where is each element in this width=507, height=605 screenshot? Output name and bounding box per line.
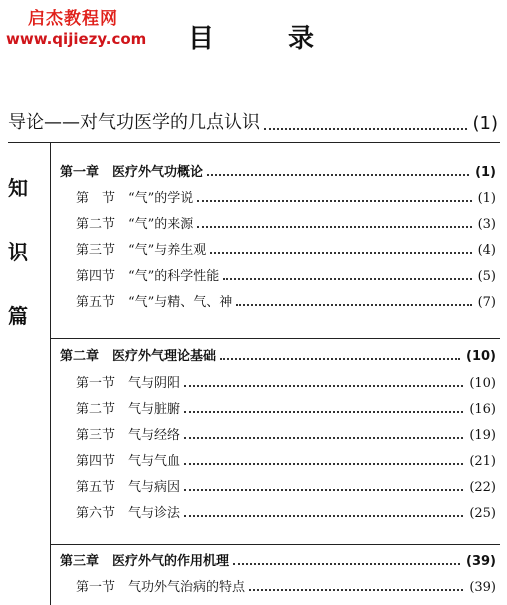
toc-section-entry[interactable] bbox=[76, 577, 496, 595]
watermark-name: 启杰教程网 bbox=[28, 9, 118, 29]
toc-chapter-entry[interactable] bbox=[60, 162, 496, 180]
toc-section-page: (4) bbox=[477, 243, 496, 258]
toc-section-label: 第一节 气与阴阳 bbox=[76, 376, 181, 391]
toc-chapter-entry[interactable] bbox=[60, 346, 496, 364]
divider-line bbox=[50, 544, 500, 545]
leader-dots bbox=[220, 358, 460, 360]
leader-dots bbox=[207, 174, 469, 176]
toc-chapter-page: (1) bbox=[475, 165, 496, 180]
toc-chapter-label: 第二章 医疗外气理论基础 bbox=[60, 349, 217, 364]
toc-section-label: 第五节 气与病因 bbox=[76, 480, 181, 495]
leader-dots bbox=[184, 463, 463, 465]
leader-dots bbox=[249, 589, 463, 591]
watermark-url: www.qijiezy.com bbox=[6, 30, 147, 48]
toc-section-entry[interactable] bbox=[76, 188, 496, 206]
toc-section-entry[interactable] bbox=[76, 373, 496, 391]
toc-intro-label: 导论——对气功医学的几点认识 bbox=[8, 112, 260, 133]
toc-section-page: (1) bbox=[477, 191, 496, 206]
toc-intro-page: (1) bbox=[472, 113, 498, 134]
toc-section-entry[interactable] bbox=[76, 240, 496, 258]
leader-dots bbox=[210, 252, 471, 254]
toc-section-entry[interactable] bbox=[76, 399, 496, 417]
toc-section-label: 第六节 气与诊法 bbox=[76, 506, 181, 521]
leader-dots bbox=[184, 437, 463, 439]
toc-section-entry[interactable] bbox=[76, 503, 496, 521]
page-title-char-2: 录 bbox=[288, 24, 315, 54]
leader-dots bbox=[197, 226, 471, 228]
divider-line bbox=[8, 142, 500, 143]
leader-dots bbox=[233, 563, 460, 565]
toc-section-entry[interactable] bbox=[76, 214, 496, 232]
side-label-char: 识 bbox=[8, 240, 28, 264]
leader-dots bbox=[184, 385, 463, 387]
toc-section-label: 第 节 “气”的学说 bbox=[76, 191, 194, 206]
leader-dots bbox=[184, 411, 463, 413]
toc-section-entry[interactable] bbox=[76, 425, 496, 443]
side-divider-line bbox=[50, 142, 51, 605]
toc-section-page: (10) bbox=[469, 376, 496, 391]
toc-section-entry[interactable] bbox=[76, 292, 496, 310]
toc-section-entry[interactable] bbox=[76, 477, 496, 495]
toc-section-label: 第三节 “气”与养生观 bbox=[76, 243, 207, 258]
leader-dots bbox=[197, 200, 471, 202]
toc-section-label: 第一节 气功外气治病的特点 bbox=[76, 580, 246, 595]
toc-section-label: 第五节 “气”与精、气、神 bbox=[76, 295, 233, 310]
leader-dots bbox=[184, 489, 463, 491]
leader-dots bbox=[223, 278, 471, 280]
toc-section-entry[interactable] bbox=[76, 451, 496, 469]
divider-line bbox=[50, 338, 500, 339]
toc-section-label: 第二节 气与脏腑 bbox=[76, 402, 181, 417]
leader-dots bbox=[236, 304, 471, 306]
toc-section-label: 第四节 “气”的科学性能 bbox=[76, 269, 220, 284]
toc-section-entry[interactable] bbox=[76, 266, 496, 284]
toc-section-label: 第四节 气与气血 bbox=[76, 454, 181, 469]
toc-chapter-page: (39) bbox=[466, 554, 496, 569]
toc-section-page: (16) bbox=[469, 402, 496, 417]
toc-section-page: (39) bbox=[469, 580, 496, 595]
toc-section-page: (19) bbox=[469, 428, 496, 443]
toc-section-page: (7) bbox=[477, 295, 496, 310]
toc-section-page: (5) bbox=[477, 269, 496, 284]
toc-chapter-label: 第三章 医疗外气的作用机理 bbox=[60, 554, 230, 569]
toc-section-label: 第三节 气与经络 bbox=[76, 428, 181, 443]
toc-section-page: (25) bbox=[469, 506, 496, 521]
toc-chapter-page: (10) bbox=[466, 349, 496, 364]
toc-intro-entry[interactable] bbox=[8, 108, 498, 134]
toc-chapter-entry[interactable] bbox=[60, 551, 496, 569]
leader-dots bbox=[184, 515, 463, 517]
side-label-char: 篇 bbox=[8, 304, 28, 328]
side-label-char: 知 bbox=[8, 176, 28, 200]
toc-chapter-label: 第一章 医疗外气功概论 bbox=[60, 165, 204, 180]
leader-dots bbox=[264, 128, 467, 130]
page-title-char-1: 目 bbox=[188, 24, 215, 54]
toc-section-label: 第二节 “气”的来源 bbox=[76, 217, 194, 232]
toc-section-page: (3) bbox=[477, 217, 496, 232]
toc-section-page: (21) bbox=[469, 454, 496, 469]
toc-section-page: (22) bbox=[469, 480, 496, 495]
